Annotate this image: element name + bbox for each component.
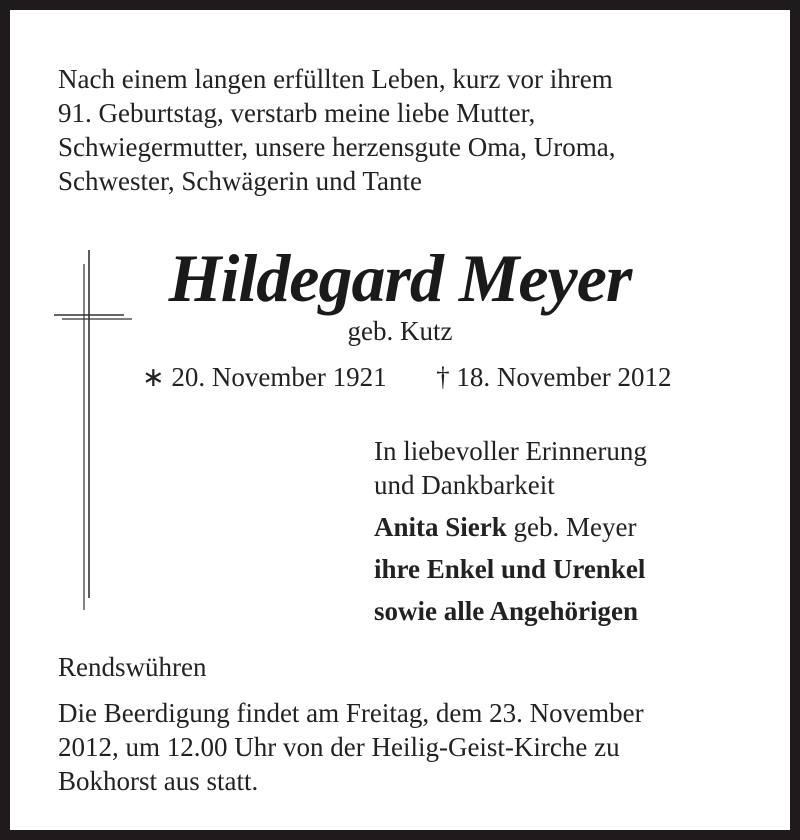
dedication-line: und Dankbarkeit bbox=[374, 470, 555, 500]
obituary-notice bbox=[10, 10, 790, 830]
intro-line: 91. Geburtstag, verstarb meine liebe Mutter, bbox=[58, 98, 536, 128]
intro-line: Schwester, Schwägerin und Tante bbox=[58, 166, 422, 196]
death-dagger-icon: † bbox=[436, 362, 450, 392]
burial-line: 2012, um 12.00 Uhr von der Heilig-Geist-Kirche zu bbox=[58, 732, 620, 762]
intro-text bbox=[58, 62, 754, 198]
birth-star-icon: ∗ bbox=[142, 362, 165, 392]
mourners-line: sowie alle Angehörigen bbox=[374, 596, 638, 626]
primary-mourner bbox=[374, 510, 647, 544]
dedication-line: In liebevoller Erinnerung bbox=[374, 436, 647, 466]
primary-mourner-suffix: geb. Meyer bbox=[513, 512, 637, 542]
primary-mourner-name: Anita Sierk bbox=[374, 512, 507, 542]
place: Rendswühren bbox=[58, 652, 207, 682]
deceased-name: Hildegard Meyer bbox=[168, 240, 632, 316]
intro-line: Nach einem langen erfüllten Leben, kurz vor ihrem bbox=[58, 64, 613, 94]
birth-date: 20. November 1921 bbox=[171, 362, 387, 392]
intro-line: Schwiegermutter, unsere herzensgute Oma, Uroma, bbox=[58, 132, 616, 162]
mourners-block bbox=[374, 434, 647, 628]
life-dates bbox=[142, 360, 672, 394]
mourners-line: ihre Enkel und Urenkel bbox=[374, 554, 646, 584]
burial-line: Die Beerdigung findet am Freitag, dem 23. November bbox=[58, 698, 644, 728]
burial-info bbox=[58, 696, 644, 798]
burial-line: Bokhorst aus statt. bbox=[58, 766, 259, 796]
death-date: 18. November 2012 bbox=[456, 362, 672, 392]
maiden-name: geb. Kutz bbox=[347, 316, 453, 346]
